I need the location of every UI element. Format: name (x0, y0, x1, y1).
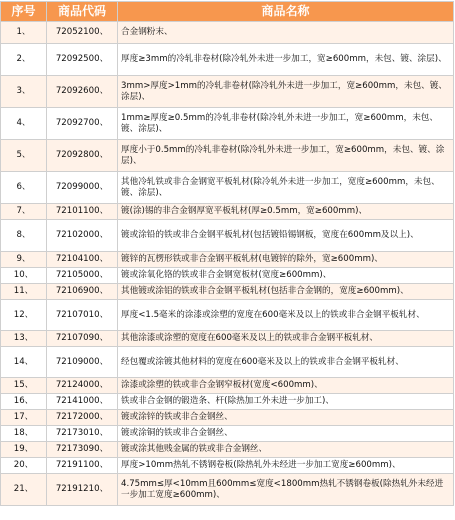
row-code: 72191100、 (47, 458, 118, 474)
table-row (1, 300, 454, 331)
row-number: 1、 (1, 22, 47, 44)
row-number: 3、 (1, 76, 47, 108)
row-number: 6、 (1, 172, 47, 204)
row-code: 72052100、 (47, 22, 118, 44)
row-code: 72172000、 (47, 410, 118, 426)
row-code: 72104100、 (47, 252, 118, 268)
table-row (1, 284, 454, 300)
row-number: 19、 (1, 442, 47, 458)
row-code: 72191210、 (47, 474, 118, 506)
row-code: 72092800、 (47, 140, 118, 172)
header-name: 商品名称 (118, 2, 454, 22)
header-no: 序号 (1, 2, 47, 22)
goods-table (0, 1, 454, 506)
table-row (1, 347, 454, 378)
table-row (1, 410, 454, 426)
row-name: 铁或非合金钢的锻造条、杆(除热加工外未进一步加工)、 (118, 394, 454, 410)
table-row (1, 268, 454, 284)
row-name: 镀或涂其他贱金属的铁或非合金钢丝、 (118, 442, 454, 458)
row-number: 21、 (1, 474, 47, 506)
row-name: 其他冷轧铁或非合金钢宽平板轧材(除冷轧外未进一步加工，宽度≥600mm，未包、镀、涂层)、 (118, 172, 454, 204)
table-row (1, 220, 454, 252)
row-name: 3mm>厚度>1mm的冷轧非卷材(除冷轧外未进一步加工，宽≥600mm，未包、镀、涂层)、 (118, 76, 454, 108)
row-number: 16、 (1, 394, 47, 410)
row-code: 72092500、 (47, 44, 118, 76)
row-number: 12、 (1, 300, 47, 331)
row-number: 11、 (1, 284, 47, 300)
row-code: 72099000、 (47, 172, 118, 204)
row-code: 72102000、 (47, 220, 118, 252)
row-name: 合金钢粉末、 (118, 22, 454, 44)
table-row (1, 458, 454, 474)
row-number: 5、 (1, 140, 47, 172)
row-name: 涂漆或涂塑的铁或非合金钢窄板材(宽度<600mm)、 (118, 378, 454, 394)
header-code: 商品代码 (47, 2, 118, 22)
table-row (1, 108, 454, 140)
row-name: 镀(涂)锡的非合金钢厚宽平板轧材(厚≥0.5mm，宽≥600mm)、 (118, 204, 454, 220)
row-name: 经包覆或涂镀其他材料的宽度在600毫米及以上的铁或非合金钢平板轧材、 (118, 347, 454, 378)
row-name: 1mm≥厚度≥0.5mm的冷轧非卷材(除冷轧外未进一步加工，宽≥600mm，未包、镀、涂层)、 (118, 108, 454, 140)
table-row (1, 204, 454, 220)
header-row (1, 2, 454, 22)
row-name: 镀或涂锌的铁或非合金钢丝、 (118, 410, 454, 426)
table-row (1, 426, 454, 442)
row-code: 72173090、 (47, 442, 118, 458)
row-number: 4、 (1, 108, 47, 140)
row-number: 10、 (1, 268, 47, 284)
row-name: 镀或涂铅的铁或非合金钢平板轧材(包括镀铅锡钢板，宽度在600mm及以上)、 (118, 220, 454, 252)
row-number: 18、 (1, 426, 47, 442)
row-number: 20、 (1, 458, 47, 474)
table-row (1, 331, 454, 347)
row-code: 72092700、 (47, 108, 118, 140)
table-row (1, 76, 454, 108)
row-name: 其他涂漆或涂塑的宽度在600毫米及以上的铁或非合金钢平板轧材、 (118, 331, 454, 347)
row-code: 72173010、 (47, 426, 118, 442)
row-number: 13、 (1, 331, 47, 347)
row-code: 72109000、 (47, 347, 118, 378)
row-number: 8、 (1, 220, 47, 252)
row-code: 72141000、 (47, 394, 118, 410)
table-row (1, 378, 454, 394)
row-name: 厚度小于0.5mm的冷轧非卷材(除冷轧外未进一步加工，宽≥600mm，未包、镀、涂层)、 (118, 140, 454, 172)
table-row (1, 442, 454, 458)
row-name: 镀锌的瓦楞形铁或非合金钢平板轧材(电镀锌的除外，宽≥600mm)、 (118, 252, 454, 268)
row-code: 72101100、 (47, 204, 118, 220)
table-row (1, 394, 454, 410)
row-name: 厚度<1.5毫米的涂漆或涂塑的宽度在600毫米及以上的铁或非合金钢平板轧材、 (118, 300, 454, 331)
row-name: 厚度>10mm热轧不锈钢卷板(除热轧外未经进一步加工宽度≥600mm)、 (118, 458, 454, 474)
table-row (1, 252, 454, 268)
row-code: 72106900、 (47, 284, 118, 300)
table-row (1, 44, 454, 76)
table-row (1, 172, 454, 204)
row-number: 9、 (1, 252, 47, 268)
row-number: 15、 (1, 378, 47, 394)
row-name: 其他镀或涂铝的铁或非合金钢平板轧材(包括非合金钢的，宽度≥600mm)、 (118, 284, 454, 300)
row-code: 72107010、 (47, 300, 118, 331)
row-code: 72105000、 (47, 268, 118, 284)
row-name: 4.75mm≤厚<10mm且600mm≤宽度<1800mm热轧不锈钢卷板(除热轧外未经进一步加工宽度≥600mm)、 (118, 474, 454, 506)
table-row (1, 474, 454, 506)
table-row (1, 22, 454, 44)
row-name: 厚度≥3mm的冷轧非卷材(除冷轧外未进一步加工，宽≥600mm，未包、镀、涂层)、 (118, 44, 454, 76)
table-body (1, 22, 454, 506)
row-number: 7、 (1, 204, 47, 220)
row-number: 17、 (1, 410, 47, 426)
row-name: 镀或涂铜的铁或非合金钢丝、 (118, 426, 454, 442)
row-number: 14、 (1, 347, 47, 378)
row-code: 72107090、 (47, 331, 118, 347)
row-code: 72124000、 (47, 378, 118, 394)
row-number: 2、 (1, 44, 47, 76)
table-row (1, 140, 454, 172)
row-code: 72092600、 (47, 76, 118, 108)
row-name: 镀或涂氧化铬的铁或非合金钢宽板材(宽度≥600mm)、 (118, 268, 454, 284)
